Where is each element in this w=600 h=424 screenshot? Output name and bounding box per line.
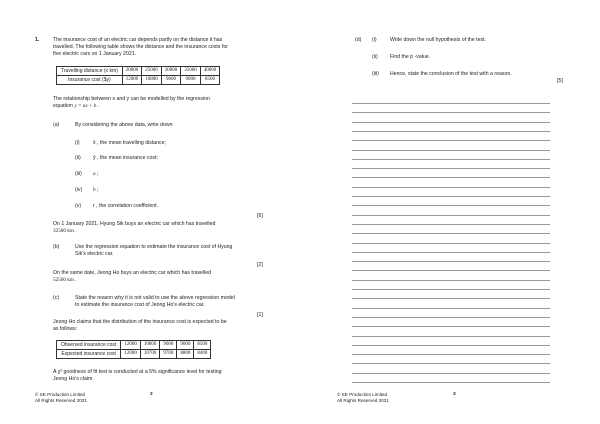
d-sub-iii-text: Hence, state the conclusion of the test with a reason. [390,71,512,77]
answer-line [352,336,550,337]
table-cell: 9600 [161,76,181,85]
observed-expected-table [56,340,211,359]
sub-v-label: (v) [75,203,82,209]
answer-line [352,233,550,234]
part-b-line-1: Use the regression equation to estimate the insurance cost of Hyung [75,244,233,250]
jeong-distance: 52500 km . [53,277,77,283]
table-cell: 12000 [121,350,141,359]
answer-line [352,205,550,206]
answer-line [352,280,550,281]
intro-line-2: travelled. The following table shows the distance and the insurance costs for [53,44,228,50]
hyung-line-1: On 1 January 2021, Hyung Sik buys an electric car which has travelled [53,221,216,227]
regression-equation: y = ax + b . [74,103,99,109]
d-sub-i-label: (i) [372,37,377,43]
table-cell: 20000 [122,67,142,76]
answer-line [352,112,550,113]
answer-line [352,177,550,178]
sub-v-text: r , the correlation coefficient. [93,203,159,209]
marks-b: [2] [257,262,263,268]
part-c-line-1: State the reason why it is not valid to use the above regression model [75,295,235,301]
answer-line [352,140,550,141]
answer-line [352,373,550,374]
answer-line [352,122,550,123]
sub-iv-text: b ; [93,187,99,193]
part-b-label: (b) [53,244,60,250]
part-c-label: (c) [53,295,60,301]
test-line-1: A χ² goodness of fit test is conducted at a 5% significance level for testing [53,369,222,375]
page-number: 2 [150,392,153,397]
d-sub-ii-label: (ii) [372,54,378,60]
table-row [57,341,211,350]
part-c-line-2: to estimate the insurance cost of Jeong Ho's electric car. [75,302,205,308]
footer-rights: All Rights Reserved 2021 [35,397,87,403]
table-cell: 35000 [181,67,201,76]
distance-cost-table [56,66,220,85]
table-cell: 25000 [142,67,162,76]
table-cell: 12000 [121,341,141,350]
table-cell: 9700 [160,350,177,359]
answer-line [352,298,550,299]
table-header-distance: Travelling distance (x km) [57,67,123,76]
table-cell: 9000 [177,341,194,350]
model-line-2 [53,103,99,110]
answer-line [352,382,550,383]
intro-line-3: five electric cars on 1 January 2021. [53,51,137,57]
table-cell: 8500 [200,76,220,85]
answer-line [352,131,550,132]
jeong-line-1: On the same date, Jeong Ho buys an electric car which has travelled [53,270,212,276]
footer-copyright: © SE Production Limited [35,392,86,397]
table-row [57,67,220,76]
answer-line [352,243,550,244]
table-header-insurance: Insurance cost ($y) [57,76,123,85]
sub-iii-text: a ; [93,171,99,177]
answer-line [352,187,550,188]
answer-line [352,289,550,290]
table-row [57,76,220,85]
hyung-distance: 32500 km . [53,228,77,234]
answer-line [352,363,550,364]
answer-line [352,270,550,271]
footer-left [35,392,87,404]
table-cell: 10800 [140,341,160,350]
answer-line [352,196,550,197]
footer-right [337,392,389,404]
claim-line-2: as follows: [53,326,78,332]
marks-c: [1] [257,312,263,318]
part-d-label: (d) [355,37,362,43]
part-a-text: By considering the above data, write down [75,122,173,128]
intro-line-1: The insurance cost of an electric car depends partly on the distance it has [53,37,223,43]
model-line-1: The relationship between x and y can be modelled by the regression [53,96,210,102]
answer-line [352,150,550,151]
answer-line [352,224,550,225]
answer-line [352,326,550,327]
answer-line [352,317,550,318]
answer-line [352,261,550,262]
answer-line [352,168,550,169]
question-number: 1. [35,37,40,43]
test-line-2: Jeong Ho's claim. [53,376,94,382]
table-header-expected: Expected insurance cost [57,350,121,359]
page-number: 3 [453,392,456,397]
sub-ii-text: ȳ , the mean insurance cost; [93,155,158,161]
d-sub-i-text: Write down the null hypothesis of the test. [390,37,486,43]
table-cell: 8500 [194,341,211,350]
marks-d: [5] [557,78,563,84]
table-cell: 8800 [177,350,194,359]
answer-line [352,103,550,104]
footer-copyright: © SE Production Limited [337,392,388,397]
answer-line [352,252,550,253]
table-cell: 9600 [160,341,177,350]
claim-line-1: Jeong Ho claims that the distribution of the insurance cost is expected to be [53,319,227,325]
answer-line [352,215,550,216]
part-a-label: (a) [53,122,60,128]
table-cell: 9000 [181,76,201,85]
answer-line [352,308,550,309]
sub-iii-label: (iii) [75,171,82,177]
sub-ii-label: (ii) [75,155,81,161]
d-sub-ii-text: Find the p -value. [390,54,431,60]
sub-iv-label: (iv) [75,187,83,193]
d-sub-iii-label: (iii) [372,71,379,77]
answer-line [352,345,550,346]
model-line-2-text: equation [53,103,73,109]
table-row [57,350,211,359]
right-page [300,0,600,424]
sub-i-text: x̄ , the mean travelling distance; [93,140,166,146]
table-cell: 10800 [142,76,162,85]
table-header-observed: Observed insurance cost [57,341,121,350]
part-b-line-2: Sik's electric car. [75,251,114,257]
marks-a: [6] [257,213,263,219]
sub-i-label: (i) [75,140,80,146]
table-cell: 12000 [122,76,142,85]
table-cell: 10700 [140,350,160,359]
answer-line [352,354,550,355]
table-cell: 8400 [194,350,211,359]
table-cell: 30000 [161,67,181,76]
footer-rights: All Rights Reserved 2021 [337,397,389,403]
answer-line [352,159,550,160]
table-cell: 40000 [200,67,220,76]
